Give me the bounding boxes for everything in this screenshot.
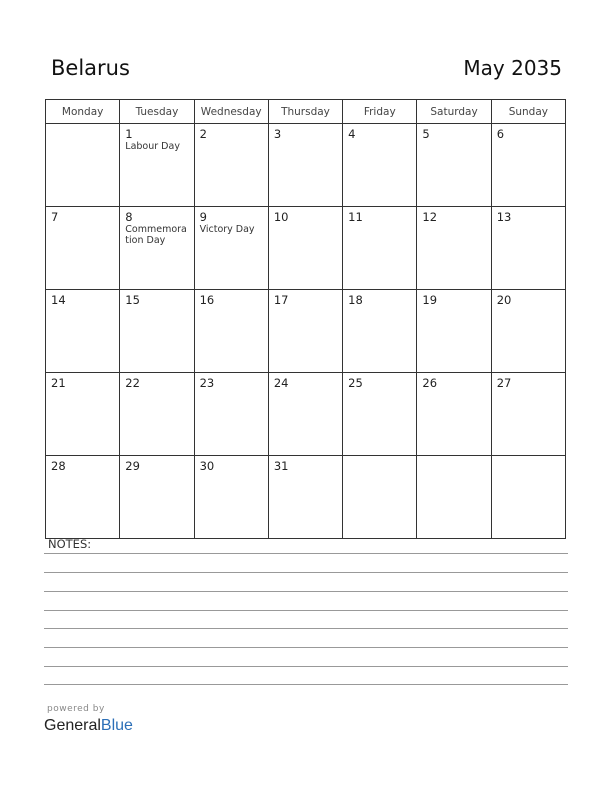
week-row xyxy=(46,456,566,539)
weekday-header-row xyxy=(46,100,566,124)
note-line xyxy=(44,553,568,554)
day-cell xyxy=(46,124,120,207)
day-number: 10 xyxy=(273,210,289,224)
day-cell xyxy=(491,207,565,290)
day-number: 30 xyxy=(199,459,215,473)
day-number: 18 xyxy=(348,293,363,307)
day-number: 15 xyxy=(125,293,140,307)
day-number: 28 xyxy=(51,459,66,473)
day-number: 25 xyxy=(348,376,363,390)
weekday-header: Thursday xyxy=(268,100,342,124)
day-cell xyxy=(46,456,120,539)
note-line xyxy=(44,572,568,573)
day-number: 22 xyxy=(125,376,140,390)
day-number: 19 xyxy=(422,293,438,307)
holiday-label: Victory Day xyxy=(199,224,255,235)
weekday-header: Monday xyxy=(46,100,120,124)
day-number: 29 xyxy=(125,459,140,473)
day-cell xyxy=(194,456,268,539)
weekday-header: Sunday xyxy=(491,100,565,124)
day-cell xyxy=(46,373,120,456)
weekday-header: Tuesday xyxy=(120,100,194,124)
month-year-title: May 2035 xyxy=(463,56,562,80)
day-number: 5 xyxy=(422,127,430,141)
powered-by-text: powered by xyxy=(47,704,105,714)
note-line xyxy=(44,666,568,667)
day-cell xyxy=(491,373,565,456)
day-cell xyxy=(194,124,268,207)
week-row xyxy=(46,124,566,207)
country-title: Belarus xyxy=(51,56,130,80)
day-number: 31 xyxy=(273,459,289,473)
day-cell xyxy=(417,124,491,207)
day-number: 3 xyxy=(273,127,282,141)
holiday-label: Commemoration Day xyxy=(125,224,187,246)
day-cell xyxy=(491,290,565,373)
day-cell xyxy=(120,290,194,373)
day-cell xyxy=(120,373,194,456)
day-number: 24 xyxy=(273,376,289,390)
day-number: 4 xyxy=(348,127,356,141)
day-cell xyxy=(343,124,417,207)
logo-blue: Blue xyxy=(100,717,133,734)
day-number: 20 xyxy=(496,293,512,307)
note-line xyxy=(44,591,568,592)
note-line xyxy=(44,684,568,685)
week-row xyxy=(46,207,566,290)
day-number: 23 xyxy=(199,376,215,390)
logo-general: General xyxy=(44,717,101,734)
note-line xyxy=(44,628,568,629)
day-number: 1 xyxy=(125,127,133,141)
day-cell xyxy=(417,207,491,290)
day-cell xyxy=(120,207,194,290)
day-cell xyxy=(268,207,342,290)
day-number: 12 xyxy=(422,210,438,224)
holiday-label: Labour Day xyxy=(125,141,180,152)
day-number: 26 xyxy=(422,376,438,390)
day-cell xyxy=(194,207,268,290)
day-number: 7 xyxy=(51,210,59,224)
day-cell xyxy=(343,207,417,290)
day-number: 11 xyxy=(348,210,363,224)
day-number: 21 xyxy=(51,376,66,390)
week-row xyxy=(46,373,566,456)
day-cell xyxy=(46,207,120,290)
weekday-header: Wednesday xyxy=(194,100,268,124)
day-number: 6 xyxy=(496,127,505,141)
day-cell xyxy=(268,373,342,456)
day-cell xyxy=(491,456,565,539)
day-cell xyxy=(120,124,194,207)
day-number: 16 xyxy=(199,293,215,307)
day-number: 2 xyxy=(199,127,207,141)
note-line xyxy=(44,647,568,648)
day-cell xyxy=(343,290,417,373)
day-cell xyxy=(417,373,491,456)
calendar-grid xyxy=(45,99,566,539)
day-cell xyxy=(417,456,491,539)
day-cell xyxy=(343,456,417,539)
day-number: 14 xyxy=(51,293,66,307)
day-number: 13 xyxy=(496,210,512,224)
day-cell xyxy=(268,456,342,539)
day-cell xyxy=(194,373,268,456)
day-cell xyxy=(46,290,120,373)
notes-label: NOTES: xyxy=(48,537,92,551)
week-row xyxy=(46,290,566,373)
day-cell xyxy=(268,290,342,373)
day-cell xyxy=(491,124,565,207)
note-line xyxy=(44,610,568,611)
day-number: 9 xyxy=(199,210,207,224)
day-number: 27 xyxy=(496,376,512,390)
weekday-header: Saturday xyxy=(417,100,491,124)
day-cell xyxy=(194,290,268,373)
day-number: 17 xyxy=(273,293,289,307)
day-cell xyxy=(268,124,342,207)
day-cell xyxy=(343,373,417,456)
weekday-header: Friday xyxy=(343,100,417,124)
generalblue-logo[interactable] xyxy=(44,717,133,735)
day-cell xyxy=(120,456,194,539)
day-cell xyxy=(417,290,491,373)
day-number: 8 xyxy=(125,210,133,224)
